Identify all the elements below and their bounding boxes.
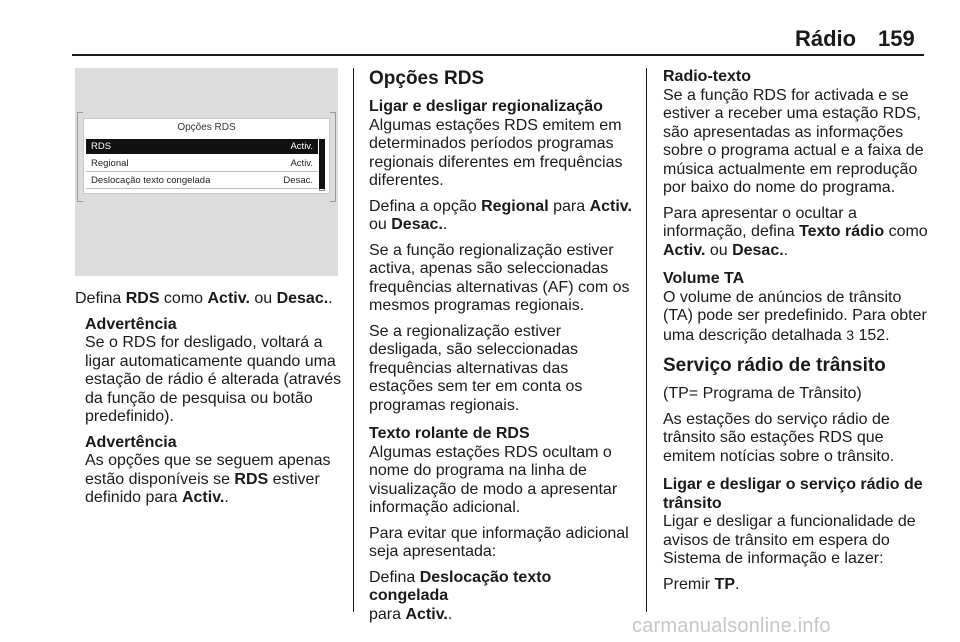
paragraph: O volume de anúncios de trânsito (TA) pode ser predefinido. Para obter uma descrição detalhada 3 152. bbox=[663, 288, 927, 344]
column-2 bbox=[369, 68, 634, 631]
row-separator bbox=[86, 188, 318, 189]
note-text: Se o RDS for desligado, voltará a ligar automaticamente quando uma estação de rádio é alterada (através da função de pesquisa ou botão predefinido). bbox=[85, 334, 342, 425]
note-1 bbox=[75, 316, 343, 427]
paragraph: Algumas estações RDS emitem em determinados períodos programas regionais diferentes em frequências diferentes. bbox=[369, 116, 623, 189]
note-text: As opções que se seguem apenas estão disponíveis se RDS estiver definido para Activ.. bbox=[85, 452, 331, 506]
paragraph: Se a regionalização estiver desligada, são seleccionadas frequências alternativas das estações sem ter em conta os programas regionais. bbox=[369, 322, 583, 414]
rds-options-screen-figure bbox=[75, 68, 338, 276]
paragraph: As estações do serviço rádio de trânsito são estações RDS que emitem notícias sobre o trânsito. bbox=[663, 410, 895, 465]
subsection-title-scrolling-text: Texto rolante de RDS bbox=[369, 425, 530, 442]
screen-row-label: Regional bbox=[91, 158, 129, 169]
section-title-traffic-service: Serviço rádio de trânsito bbox=[663, 355, 886, 376]
watermark: carmanualsonline.info bbox=[632, 615, 831, 637]
column-divider-1 bbox=[353, 68, 354, 612]
screen-row-label: Deslocação texto congelada bbox=[91, 175, 211, 186]
page-title: Rádio bbox=[795, 26, 857, 51]
screen-scrollbar-thumb bbox=[319, 139, 325, 189]
column-divider-2 bbox=[646, 68, 647, 612]
paragraph: Ligar e desligar a funcionalidade de avisos de trânsito em espera do Sistema de informação e lazer: bbox=[663, 513, 916, 567]
note-2 bbox=[75, 434, 343, 508]
screen-row-value: Activ. bbox=[290, 141, 313, 152]
subsection-title-ta-volume: Volume TA bbox=[663, 270, 745, 287]
screen-row-value: Desac. bbox=[283, 175, 313, 186]
screen-title: Opções RDS bbox=[177, 122, 236, 133]
paragraph: Defina Deslocação texto congelada para Activ.. bbox=[369, 568, 552, 623]
subsection-title-traffic-toggle: Ligar e desligar o serviço rádio de trânsito bbox=[663, 476, 923, 512]
screen-row-rds bbox=[86, 139, 318, 154]
page-reference-arrow-icon: 3 bbox=[846, 326, 855, 343]
section-title-rds-options: Opções RDS bbox=[369, 68, 485, 89]
paragraph: Premir TP. bbox=[663, 575, 740, 593]
screen-row-regional bbox=[86, 156, 318, 171]
paragraph: Se a função regionalização estiver activa, apenas são seleccionadas frequências alternativas (AF) com os mesmos programas regionais. bbox=[369, 241, 630, 314]
figure-bracket-right bbox=[330, 112, 336, 202]
header-rule bbox=[72, 54, 924, 56]
note-title: Advertência bbox=[85, 315, 177, 333]
subsection-title-regional: Ligar e desligar regionalização bbox=[369, 98, 603, 115]
page-number: 159 bbox=[878, 26, 915, 51]
paragraph: Se a função RDS for activada e se estiver a receber uma estação RDS, são apresentadas as informações sobre o programa actual e a faixa de música actualmente em reprodução por baixo do nome do programa. bbox=[663, 86, 924, 196]
screen-row-scrolling-text bbox=[86, 173, 318, 188]
screen-row-label: RDS bbox=[91, 141, 112, 152]
column-3 bbox=[663, 68, 928, 601]
paragraph: (TP= Programa de Trânsito) bbox=[663, 385, 862, 402]
paragraph: Algumas estações RDS ocultam o nome do programa na linha de visualização de modo a apresentar informação adicional. bbox=[369, 443, 618, 516]
page-header bbox=[0, 0, 960, 56]
row-separator bbox=[86, 171, 318, 172]
paragraph: Para apresentar o ocultar a informação, defina Texto rádio como Activ. ou Desac.. bbox=[663, 204, 928, 259]
intro-paragraph: Defina RDS como Activ. ou Desac.. bbox=[75, 290, 333, 307]
note-title: Advertência bbox=[85, 433, 177, 451]
paragraph: Defina a opção Regional para Activ. ou Desac.. bbox=[369, 197, 632, 233]
paragraph: Para evitar que informação adicional seja apresentada: bbox=[369, 524, 629, 560]
display-screen bbox=[83, 118, 330, 194]
subsection-title-radio-text: Radio-texto bbox=[663, 68, 751, 85]
column-1 bbox=[75, 290, 343, 515]
screen-row-value: Activ. bbox=[290, 158, 313, 169]
